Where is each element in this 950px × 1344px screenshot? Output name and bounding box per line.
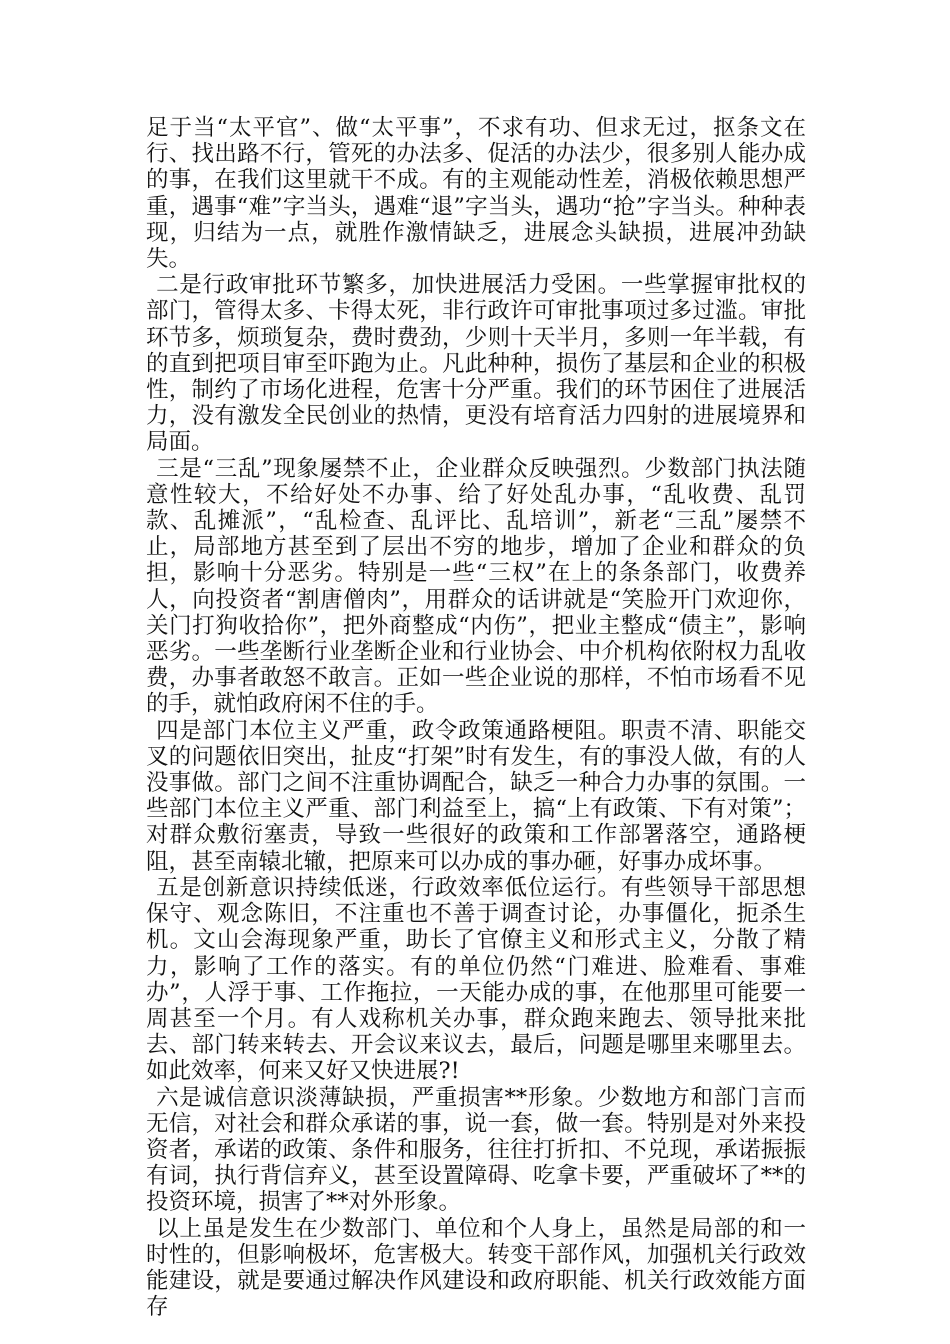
paragraph-item-5: 五是创新意识持续低迷，行政效率低位运行。有些领导干部思想保守、观念陈旧，不注重也不善于调查讨论，办事僵化，扼杀生机。文山会海现象严重，助长了官僚主义和形式主义，分散了精力，影响了工作的落实。有的单位仍然“门难进、脸难看、事难办”，人浮于事、工作拖拉，一天能办成的事，在他那里可能要一周甚至一个月。有人戏称机关办事，群众跑来跑去、领导批来批去、部门转来转去、开会议来议去，最后，问题是哪里来哪里去。如此效率，何来又好又快进展?! (146, 874, 806, 1085)
document-body (146, 115, 806, 1320)
paragraph-continuation: 足于当“太平官”、做“太平事”，不求有功、但求无过，抠条文在行、找出路不行，管死的办法多、促活的办法少，很多别人能办成的事，在我们这里就干不成。有的主观能动性差，消极依赖思想严重，遇事“难”字当头，遇难“退”字当头，遇功“抢”字当头。种种表现，归结为一点，就胜作激情缺乏，进展念头缺损，进展冲劲缺失。 (146, 115, 806, 273)
paragraph-summary: 以上虽是发生在少数部门、单位和个人身上，虽然是局部的和一时性的，但影响极坏，危害极大。转变干部作风，加强机关行政效能建设，就是要通过解决作风建设和政府职能、机关行政效能方面存 (146, 1215, 806, 1321)
paragraph-item-4: 四是部门本位主义严重，政令政策通路梗阻。职责不清、职能交叉的问题依旧突出，扯皮“打架”时有发生，有的事没人做，有的人没事做。部门之间不注重协调配合，缺乏一种合力办事的氛围。一些部门本位主义严重、部门利益至上，搞“上有政策、下有对策”；对群众敷衍塞责，导致一些很好的政策和工作部署落空，通路梗阻，甚至南辕北辙，把原来可以办成的事办砸，好事办成坏事。 (146, 717, 806, 875)
paragraph-item-6: 六是诚信意识淡薄缺损，严重损害**形象。少数地方和部门言而无信，对社会和群众承诺的事，说一套，做一套。特别是对外来投资者，承诺的政策、条件和服务，往往打折扣、不兑现，承诺振振有词，执行背信弃义，甚至设置障碍、吃拿卡要，严重破坏了**的投资环境，损害了**对外形象。 (146, 1084, 806, 1216)
paragraph-item-3: 三是“三乱”现象屡禁不止，企业群众反映强烈。少数部门执法随意性较大，不给好处不办事、给了好处乱办事，“乱收费、乱罚款、乱摊派”，“乱检查、乱评比、乱培训”，新老“三乱”屡禁不止，局部地方甚至到了层出不穷的地步，增加了企业和群众的负担，影响十分恶劣。特别是一些“三权”在上的条条部门，收费养人，向投资者“割唐僧肉”，用群众的话讲就是“笑脸开门欢迎你，关门打狗收拾你”，把外商整成“内伤”，把业主整成“债主”，影响恶劣。一些垄断行业垄断企业和行业协会、中介机构依附权力乱收费，办事者敢怒不敢言。正如一些企业说的那样，不怕市场看不见的手，就怕政府闲不住的手。 (146, 455, 806, 718)
paragraph-item-2: 二是行政审批环节繁多，加快进展活力受困。一些掌握审批权的部门，管得太多、卡得太死，非行政许可审批事项过多过滥。审批环节多，烦琐复杂，费时费劲，少则十天半月，多则一年半载，有的直到把项目审至吓跑为止。凡此种种，损伤了基层和企业的积极性，制约了市场化进程，危害十分严重。我们的环节困住了进展活力，没有激发全民创业的热情，更没有培育活力四射的进展境界和局面。 (146, 272, 806, 456)
